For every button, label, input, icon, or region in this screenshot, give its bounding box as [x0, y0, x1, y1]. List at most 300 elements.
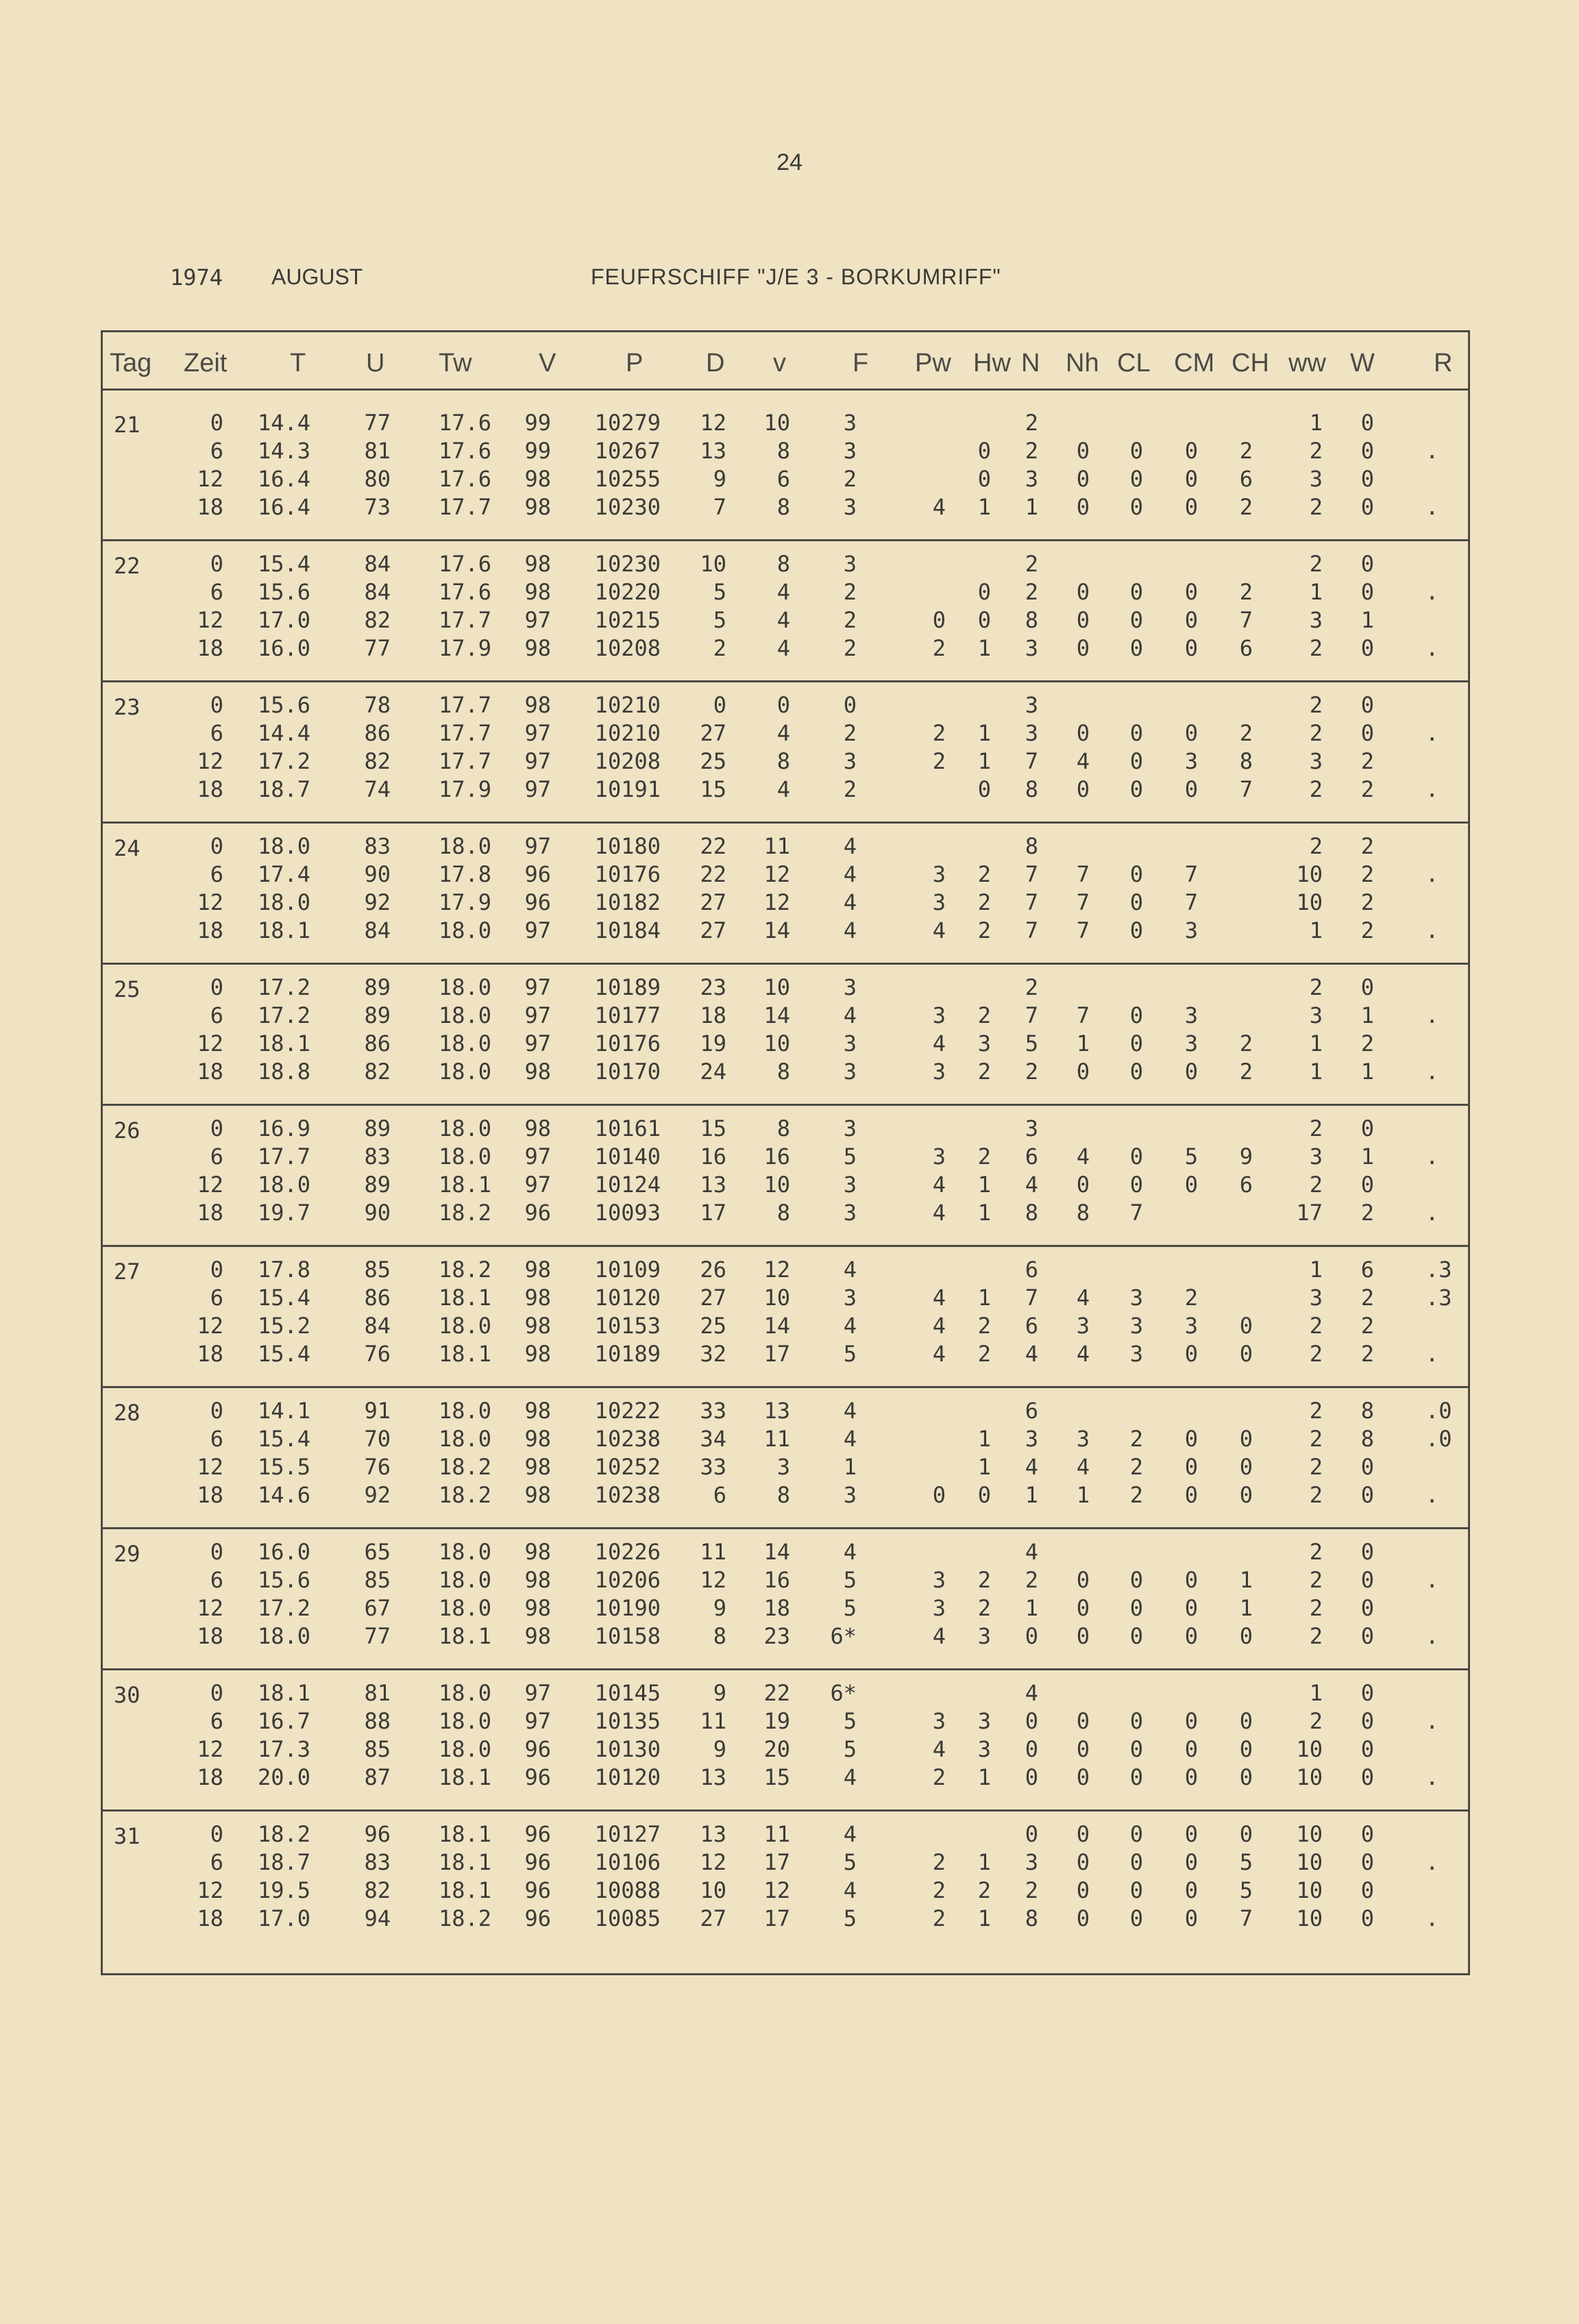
cell-cm: 0 [1184, 579, 1198, 605]
cell-p: 10255 [594, 466, 661, 492]
cell-r: . [1425, 1200, 1439, 1226]
cell-t: 14.4 [257, 720, 310, 746]
table-row [103, 722, 1468, 750]
cell-p: 10145 [594, 1680, 661, 1706]
cell-u: 90 [364, 861, 391, 887]
cell-p: 10210 [594, 692, 661, 718]
cell-f: 3 [843, 1172, 857, 1198]
cell-v-speed: 12 [763, 889, 790, 915]
cell-tw: 17.9 [438, 635, 491, 661]
cell-nh: 4 [1076, 1341, 1090, 1367]
column-header-v: v [773, 349, 786, 378]
cell-f: 5 [843, 1849, 857, 1875]
cell-v: 98 [524, 1482, 551, 1508]
cell-t: 15.2 [257, 1313, 310, 1339]
cell-p: 10226 [594, 1539, 661, 1565]
cell-n: 4 [1025, 1454, 1038, 1480]
table-row [103, 1879, 1468, 1907]
cell-t: 17.2 [257, 1595, 310, 1621]
table-row [103, 1146, 1468, 1174]
cell-p: 10109 [594, 1257, 661, 1283]
column-header-nh: Nh [1066, 349, 1099, 378]
table-row [103, 835, 1468, 863]
cell-cl: 0 [1129, 1002, 1143, 1028]
cell-cl: 0 [1129, 607, 1143, 633]
cell-tw: 17.8 [438, 861, 491, 887]
cell-hw: 0 [977, 776, 991, 802]
cell-zeit: 0 [210, 833, 223, 859]
cell-cm: 0 [1184, 1482, 1198, 1508]
cell-w: 6 [1360, 1257, 1374, 1283]
cell-v-speed: 8 [776, 1200, 790, 1226]
cell-d: 12 [700, 1567, 726, 1593]
cell-ww: 2 [1309, 1341, 1323, 1367]
cell-p: 10182 [594, 889, 661, 915]
cell-ww: 2 [1309, 1595, 1323, 1621]
cell-zeit: 18 [197, 1482, 223, 1508]
cell-v-speed: 20 [763, 1736, 790, 1762]
cell-ch: 1 [1239, 1595, 1253, 1621]
cell-hw: 2 [977, 889, 991, 915]
cell-v: 97 [524, 833, 551, 859]
cell-u: 84 [364, 551, 391, 577]
cell-tw: 18.0 [438, 1313, 491, 1339]
cell-u: 70 [364, 1426, 391, 1452]
cell-n: 5 [1025, 1030, 1038, 1056]
cell-t: 16.4 [257, 494, 310, 520]
cell-hw: 0 [977, 438, 991, 464]
cell-v-speed: 8 [776, 748, 790, 774]
cell-ch: 6 [1239, 466, 1253, 492]
table-row [103, 1569, 1468, 1597]
cell-cm: 0 [1184, 1708, 1198, 1734]
cell-p: 10158 [594, 1623, 661, 1649]
cell-cl: 0 [1129, 861, 1143, 887]
cell-d: 25 [700, 1313, 726, 1339]
cell-d: 10 [700, 1877, 726, 1903]
cell-w: 2 [1360, 917, 1374, 943]
table-row [103, 1428, 1468, 1456]
cell-d: 26 [700, 1257, 726, 1283]
cell-n: 1 [1025, 1482, 1038, 1508]
cell-v: 97 [524, 974, 551, 1000]
cell-n: 2 [1025, 974, 1038, 1000]
cell-nh: 0 [1076, 720, 1090, 746]
cell-v-speed: 10 [763, 1030, 790, 1056]
cell-zeit: 18 [197, 776, 223, 802]
cell-cl: 0 [1129, 1708, 1143, 1734]
cell-t: 14.3 [257, 438, 310, 464]
cell-zeit: 6 [210, 1144, 223, 1170]
cell-w: 0 [1360, 1567, 1374, 1593]
cell-d: 27 [700, 889, 726, 915]
table-row [103, 1287, 1468, 1315]
cell-tw: 17.9 [438, 776, 491, 802]
cell-t: 14.6 [257, 1482, 310, 1508]
cell-r: . [1425, 1059, 1439, 1085]
cell-cm: 0 [1184, 635, 1198, 661]
cell-v-speed: 17 [763, 1341, 790, 1367]
cell-nh: 0 [1076, 1595, 1090, 1621]
cell-r: . [1425, 1708, 1439, 1734]
cell-cm: 0 [1184, 1059, 1198, 1085]
cell-tw: 18.1 [438, 1849, 491, 1875]
day-tag: 21 [114, 412, 140, 438]
cell-ch: 0 [1239, 1708, 1253, 1734]
column-header-w: W [1350, 349, 1375, 378]
cell-d: 18 [700, 1002, 726, 1028]
cell-tw: 18.0 [438, 1144, 491, 1170]
cell-v-speed: 4 [776, 776, 790, 802]
cell-tw: 17.9 [438, 889, 491, 915]
cell-pw: 2 [932, 1877, 946, 1903]
cell-cm: 0 [1184, 1426, 1198, 1452]
cell-tw: 18.0 [438, 974, 491, 1000]
cell-tw: 18.2 [438, 1454, 491, 1480]
table-row [103, 1061, 1468, 1089]
cell-v-speed: 14 [763, 1002, 790, 1028]
cell-w: 1 [1360, 1144, 1374, 1170]
column-header-hw: Hw [973, 349, 1011, 378]
cell-pw: 2 [932, 1764, 946, 1790]
cell-nh: 7 [1076, 861, 1090, 887]
cell-zeit: 12 [197, 1030, 223, 1056]
cell-u: 77 [364, 635, 391, 661]
cell-zeit: 18 [197, 494, 223, 520]
cell-zeit: 6 [210, 438, 223, 464]
cell-cm: 3 [1184, 1002, 1198, 1028]
cell-tw: 17.6 [438, 579, 491, 605]
cell-r: . [1425, 917, 1439, 943]
table-row [103, 1738, 1468, 1766]
cell-f: 3 [843, 748, 857, 774]
cell-p: 10153 [594, 1313, 661, 1339]
cell-zeit: 0 [210, 974, 223, 1000]
cell-f: 6* [830, 1680, 857, 1706]
cell-cl: 7 [1129, 1200, 1143, 1226]
cell-w: 2 [1360, 861, 1374, 887]
cell-v: 97 [524, 1680, 551, 1706]
cell-tw: 18.1 [438, 1172, 491, 1198]
column-header-ch: CH [1232, 349, 1269, 378]
table-row [103, 1766, 1468, 1794]
cell-zeit: 0 [210, 1680, 223, 1706]
cell-v-speed: 11 [763, 833, 790, 859]
table-row [103, 1456, 1468, 1484]
cell-zeit: 0 [210, 410, 223, 436]
cell-n: 1 [1025, 1595, 1038, 1621]
cell-v-speed: 17 [763, 1905, 790, 1931]
cell-w: 1 [1360, 607, 1374, 633]
cell-v-speed: 4 [776, 635, 790, 661]
cell-nh: 0 [1076, 466, 1090, 492]
cell-ww: 2 [1309, 1398, 1323, 1424]
cell-tw: 17.6 [438, 410, 491, 436]
cell-hw: 2 [977, 861, 991, 887]
cell-ww: 2 [1309, 776, 1323, 802]
cell-ch: 0 [1239, 1313, 1253, 1339]
day-divider [103, 963, 1468, 965]
cell-tw: 18.1 [438, 1285, 491, 1311]
cell-r: . [1425, 1144, 1439, 1170]
cell-hw: 2 [977, 1595, 991, 1621]
cell-nh: 0 [1076, 1623, 1090, 1649]
cell-w: 2 [1360, 776, 1374, 802]
cell-t: 17.2 [257, 1002, 310, 1028]
cell-v-speed: 4 [776, 720, 790, 746]
table-row [103, 1030, 1468, 1061]
cell-hw: 1 [977, 1764, 991, 1790]
header-title: FEUFRSCHIFF "J/E 3 - BORKUMRIFF" [591, 264, 1001, 289]
cell-nh: 8 [1076, 1200, 1090, 1226]
cell-f: 2 [843, 720, 857, 746]
cell-n: 4 [1025, 1539, 1038, 1565]
cell-v-speed: 8 [776, 551, 790, 577]
cell-zeit: 12 [197, 889, 223, 915]
cell-ww: 1 [1309, 1059, 1323, 1085]
cell-t: 16.7 [257, 1708, 310, 1734]
cell-v-speed: 14 [763, 1539, 790, 1565]
cell-ch: 1 [1239, 1567, 1253, 1593]
cell-w: 8 [1360, 1398, 1374, 1424]
cell-n: 8 [1025, 1200, 1038, 1226]
cell-hw: 1 [977, 1200, 991, 1226]
cell-tw: 17.7 [438, 692, 491, 718]
cell-tw: 17.7 [438, 494, 491, 520]
cell-tw: 18.2 [438, 1200, 491, 1226]
cell-p: 10189 [594, 1341, 661, 1367]
cell-cm: 0 [1184, 1877, 1198, 1903]
day-tag: 25 [114, 976, 140, 1002]
cell-hw: 2 [977, 917, 991, 943]
cell-hw: 0 [977, 579, 991, 605]
cell-t: 18.0 [257, 1623, 310, 1649]
table-row [103, 919, 1468, 948]
cell-v-speed: 8 [776, 1115, 790, 1141]
column-header-row [103, 332, 1468, 378]
column-header-u: U [366, 349, 385, 378]
cell-pw: 4 [932, 1285, 946, 1311]
cell-d: 25 [700, 748, 726, 774]
cell-p: 10252 [594, 1454, 661, 1480]
cell-u: 89 [364, 1002, 391, 1028]
day-tag: 26 [114, 1117, 140, 1144]
cell-hw: 2 [977, 1341, 991, 1367]
day-tag: 24 [114, 835, 140, 861]
day-tag: 30 [114, 1682, 140, 1708]
cell-f: 2 [843, 466, 857, 492]
cell-d: 27 [700, 1285, 726, 1311]
cell-r: .0 [1425, 1426, 1452, 1452]
cell-tw: 18.0 [438, 833, 491, 859]
cell-tw: 18.1 [438, 1821, 491, 1847]
cell-v: 96 [524, 1736, 551, 1762]
cell-u: 96 [364, 1821, 391, 1847]
cell-d: 27 [700, 1905, 726, 1931]
cell-f: 3 [843, 1059, 857, 1085]
cell-ww: 17 [1296, 1200, 1323, 1226]
cell-v-speed: 3 [776, 1454, 790, 1480]
cell-f: 6* [830, 1623, 857, 1649]
cell-p: 10120 [594, 1764, 661, 1790]
cell-w: 0 [1360, 1680, 1374, 1706]
cell-ww: 3 [1309, 466, 1323, 492]
cell-nh: 4 [1076, 1144, 1090, 1170]
cell-pw: 4 [932, 1172, 946, 1198]
cell-d: 0 [713, 692, 726, 718]
cell-w: 2 [1360, 748, 1374, 774]
day-divider [103, 1527, 1468, 1529]
cell-n: 8 [1025, 776, 1038, 802]
cell-t: 18.0 [257, 1172, 310, 1198]
cell-tw: 17.7 [438, 607, 491, 633]
cell-w: 0 [1360, 551, 1374, 577]
cell-v-speed: 10 [763, 410, 790, 436]
cell-d: 5 [713, 607, 726, 633]
cell-v-speed: 11 [763, 1821, 790, 1847]
cell-nh: 0 [1076, 1905, 1090, 1931]
cell-p: 10124 [594, 1172, 661, 1198]
cell-zeit: 0 [210, 1115, 223, 1141]
cell-cl: 2 [1129, 1482, 1143, 1508]
cell-n: 4 [1025, 1172, 1038, 1198]
cell-t: 15.4 [257, 1341, 310, 1367]
cell-w: 0 [1360, 1708, 1374, 1734]
cell-v-speed: 13 [763, 1398, 790, 1424]
cell-hw: 0 [977, 466, 991, 492]
cell-cl: 0 [1129, 1567, 1143, 1593]
cell-v: 98 [524, 1285, 551, 1311]
cell-hw: 1 [977, 720, 991, 746]
cell-ww: 2 [1309, 1426, 1323, 1452]
cell-f: 4 [843, 833, 857, 859]
cell-d: 13 [700, 1172, 726, 1198]
cell-ww: 10 [1296, 1821, 1323, 1847]
cell-w: 0 [1360, 466, 1374, 492]
cell-cm: 0 [1184, 1567, 1198, 1593]
cell-f: 4 [843, 917, 857, 943]
cell-pw: 4 [932, 1200, 946, 1226]
column-header-n: N [1021, 349, 1040, 378]
cell-n: 7 [1025, 1002, 1038, 1028]
cell-zeit: 6 [210, 1567, 223, 1593]
cell-v: 98 [524, 1059, 551, 1085]
cell-cl: 0 [1129, 748, 1143, 774]
cell-tw: 18.1 [438, 1623, 491, 1649]
cell-d: 33 [700, 1398, 726, 1424]
cell-zeit: 6 [210, 1002, 223, 1028]
table-row [103, 1541, 1468, 1569]
cell-hw: 2 [977, 1059, 991, 1085]
cell-n: 2 [1025, 410, 1038, 436]
cell-r: .3 [1425, 1257, 1452, 1283]
cell-tw: 18.0 [438, 1002, 491, 1028]
cell-pw: 2 [932, 748, 946, 774]
cell-v: 98 [524, 692, 551, 718]
cell-nh: 0 [1076, 1821, 1090, 1847]
cell-cl: 0 [1129, 917, 1143, 943]
cell-ww: 1 [1309, 1680, 1323, 1706]
cell-f: 3 [843, 494, 857, 520]
cell-cm: 7 [1184, 861, 1198, 887]
cell-f: 3 [843, 1115, 857, 1141]
cell-zeit: 18 [197, 1764, 223, 1790]
cell-v-speed: 15 [763, 1764, 790, 1790]
cell-zeit: 18 [197, 1341, 223, 1367]
cell-u: 76 [364, 1454, 391, 1480]
cell-f: 5 [843, 1708, 857, 1734]
cell-cl: 0 [1129, 1059, 1143, 1085]
day-divider [103, 539, 1468, 541]
cell-zeit: 18 [197, 1905, 223, 1931]
cell-zeit: 0 [210, 692, 223, 718]
cell-t: 17.8 [257, 1257, 310, 1283]
cell-n: 4 [1025, 1341, 1038, 1367]
cell-u: 82 [364, 748, 391, 774]
cell-pw: 3 [932, 1059, 946, 1085]
cell-w: 0 [1360, 1764, 1374, 1790]
cell-f: 4 [843, 1257, 857, 1283]
cell-ch: 7 [1239, 776, 1253, 802]
cell-v: 98 [524, 1454, 551, 1480]
cell-t: 14.4 [257, 410, 310, 436]
cell-n: 3 [1025, 692, 1038, 718]
table-row [103, 637, 1468, 665]
cell-d: 7 [713, 494, 726, 520]
cell-v: 96 [524, 1821, 551, 1847]
day-divider [103, 821, 1468, 824]
cell-tw: 18.2 [438, 1482, 491, 1508]
cell-u: 82 [364, 1877, 391, 1903]
cell-d: 9 [713, 1595, 726, 1621]
cell-n: 8 [1025, 833, 1038, 859]
cell-v: 99 [524, 438, 551, 464]
cell-w: 0 [1360, 1905, 1374, 1931]
cell-v-speed: 18 [763, 1595, 790, 1621]
cell-pw: 3 [932, 1708, 946, 1734]
cell-p: 10106 [594, 1849, 661, 1875]
cell-ww: 2 [1309, 720, 1323, 746]
cell-ww: 2 [1309, 1482, 1323, 1508]
cell-zeit: 6 [210, 579, 223, 605]
cell-t: 18.7 [257, 776, 310, 802]
cell-v: 98 [524, 1341, 551, 1367]
cell-cm: 0 [1184, 1595, 1198, 1621]
cell-p: 10267 [594, 438, 661, 464]
cell-r: . [1425, 1341, 1439, 1367]
cell-hw: 1 [977, 748, 991, 774]
cell-d: 9 [713, 466, 726, 492]
cell-t: 18.8 [257, 1059, 310, 1085]
table-row [103, 581, 1468, 609]
cell-cl: 3 [1129, 1313, 1143, 1339]
cell-v-speed: 4 [776, 607, 790, 633]
cell-p: 10120 [594, 1285, 661, 1311]
cell-zeit: 12 [197, 466, 223, 492]
cell-cl: 0 [1129, 776, 1143, 802]
cell-v: 98 [524, 466, 551, 492]
cell-ww: 1 [1309, 917, 1323, 943]
cell-cl: 0 [1129, 579, 1143, 605]
cell-v: 98 [524, 1257, 551, 1283]
cell-pw: 3 [932, 861, 946, 887]
cell-tw: 18.0 [438, 917, 491, 943]
cell-hw: 1 [977, 1285, 991, 1311]
cell-cl: 3 [1129, 1285, 1143, 1311]
cell-t: 17.7 [257, 1144, 310, 1170]
cell-nh: 4 [1076, 1454, 1090, 1480]
cell-p: 10190 [594, 1595, 661, 1621]
